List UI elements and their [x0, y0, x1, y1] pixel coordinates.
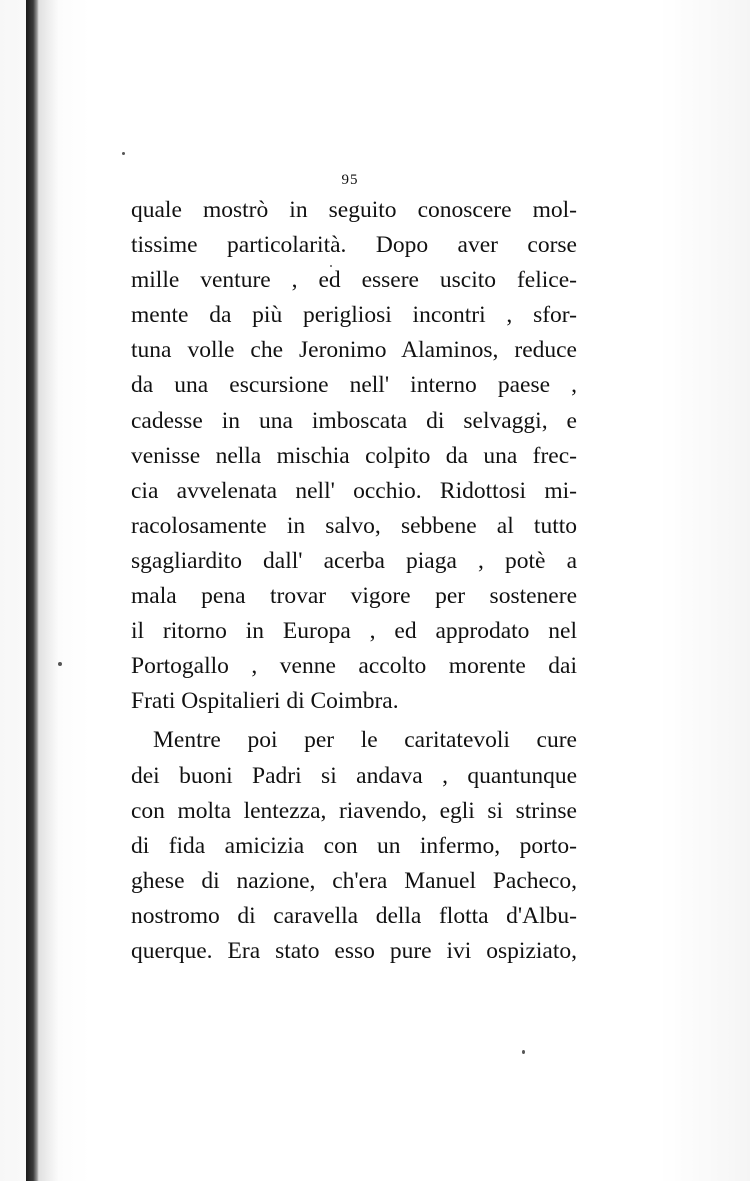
text-line: Portogallo , venne accolto morente dai	[131, 653, 577, 680]
text-line: da una escursione nell' interno paese ,	[131, 372, 577, 399]
text-line: querque. Era stato esso pure ivi ospiziato,	[131, 937, 577, 964]
text-line: il ritorno in Europa , ed approdato nel	[131, 618, 577, 645]
text-line: dei buoni Padri si andava , quantunque	[131, 762, 577, 789]
text-line: quale mostrò in seguito conoscere mol-	[131, 197, 577, 223]
text-line: Mentre poi per le caritatevoli cure	[153, 727, 577, 754]
text-line: di fida amicizia con un infermo, porto-	[131, 832, 577, 859]
text-line: cadesse in una imboscata di selvaggi, e	[131, 407, 577, 434]
paper-speck	[522, 1050, 525, 1054]
page-number: 95	[341, 172, 359, 188]
text-line: cia avvelenata nell' occhio. Ridottosi mi-	[131, 477, 577, 504]
text-line: venisse nella mischia colpito da una frec-	[131, 442, 577, 469]
text-line: nostromo di caravella della flotta d'Albu-	[131, 902, 577, 929]
spine-shadow	[39, 0, 59, 1181]
paper-speck	[58, 662, 62, 666]
text-line: ghese di nazione, ch'era Manuel Pacheco,	[131, 867, 577, 894]
text-line: sgagliardito dall' acerba piaga , potè a	[131, 547, 577, 574]
body-text	[131, 193, 577, 969]
text-line: mille venture , ed essere uscito felice-	[131, 267, 577, 294]
paper-speck	[122, 152, 125, 155]
text-line: Frati Ospitalieri di Coimbra.	[131, 688, 399, 715]
text-line: tuna volle che Jeronimo Alaminos, reduce	[131, 337, 577, 364]
paper-speck	[330, 265, 332, 267]
paragraph-2	[131, 723, 577, 969]
text-line: con molta lentezza, riavendo, egli si strinse	[131, 797, 577, 824]
text-line: mente da più perigliosi incontri , sfor-	[131, 302, 577, 329]
text-line: mala pena trovar vigore per sostenere	[131, 583, 577, 610]
text-line: tissime particolarità. Dopo aver corse	[131, 232, 577, 259]
paragraph-1	[131, 193, 577, 719]
text-line: racolosamente in salvo, sebbene al tutto	[131, 512, 577, 539]
book-spine-edge	[26, 0, 39, 1181]
